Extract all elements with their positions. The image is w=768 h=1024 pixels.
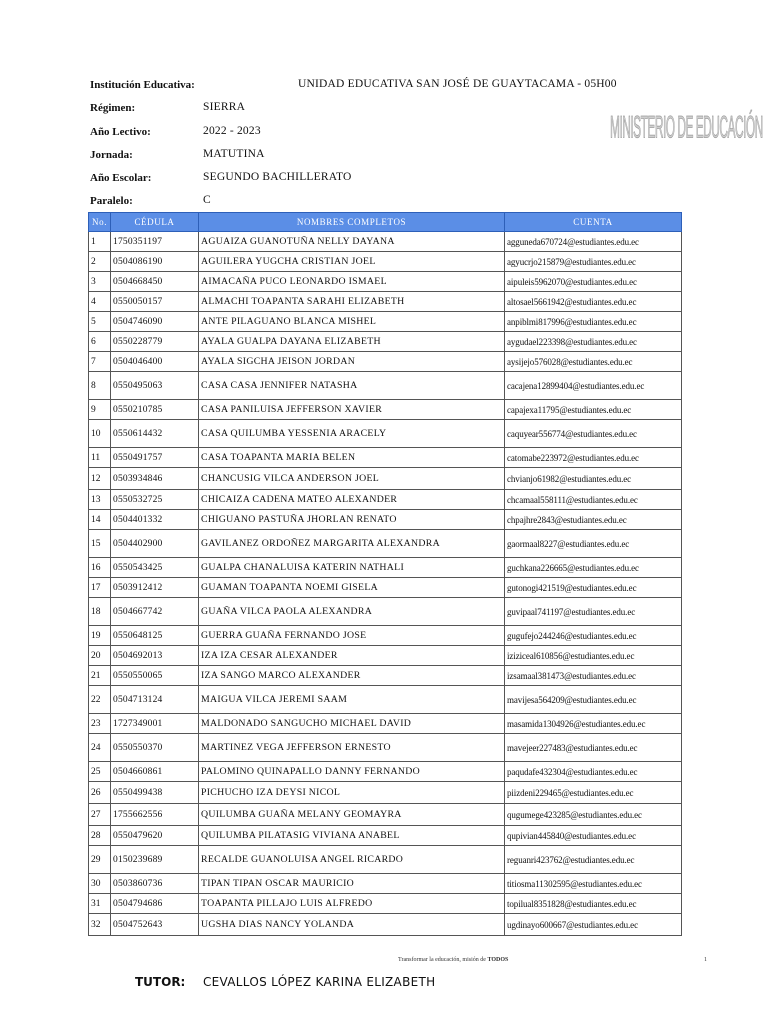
cell-no: 18: [89, 598, 111, 626]
cell-cedula: 0504046400: [111, 352, 199, 372]
cell-cuenta: masamida1304926@estudiantes.edu.ec: [505, 714, 682, 734]
cell-no: 27: [89, 804, 111, 826]
cell-no: 9: [89, 400, 111, 420]
cell-no: 15: [89, 530, 111, 558]
cell-cedula: 0504667742: [111, 598, 199, 626]
cell-no: 7: [89, 352, 111, 372]
cell-cuenta: guvipaal741197@estudiantes.edu.ec: [505, 598, 682, 626]
table-row: [89, 646, 682, 666]
cell-nombre: GUAÑA VILCA PAOLA ALEXANDRA: [199, 598, 505, 626]
cell-no: 6: [89, 332, 111, 352]
cell-cuenta: ugdinayo600667@estudiantes.edu.ec: [505, 914, 682, 936]
table-row: [89, 372, 682, 400]
institucion-label: Institución Educativa:: [90, 79, 195, 91]
cell-no: 4: [89, 292, 111, 312]
cell-no: 8: [89, 372, 111, 400]
paralelo-label: Paralelo:: [90, 195, 133, 207]
cell-nombre: PICHUCHO IZA DEYSI NICOL: [199, 782, 505, 804]
col-header-nombres: NOMBRES COMPLETOS: [199, 213, 505, 232]
cell-no: 10: [89, 420, 111, 448]
cell-no: 2: [89, 252, 111, 272]
cell-cuenta: altosael5661942@estudiantes.edu.ec: [505, 292, 682, 312]
cell-no: 11: [89, 448, 111, 468]
table-header-row: [89, 213, 682, 232]
cell-cuenta: iziziceal610856@estudiantes.edu.ec: [505, 646, 682, 666]
cell-cedula: 0503912412: [111, 578, 199, 598]
svg-text:MINISTERIO DE EDUCACIÓN: MINISTERIO DE EDUCACIÓN: [610, 109, 763, 145]
cell-cedula: 0550479620: [111, 826, 199, 846]
cell-cedula: 0550228779: [111, 332, 199, 352]
table-row: [89, 312, 682, 332]
cell-cedula: 0550550370: [111, 734, 199, 762]
cell-nombre: GUALPA CHANALUISA KATERIN NATHALI: [199, 558, 505, 578]
table-row: [89, 448, 682, 468]
cell-cuenta: aipuleis5962070@estudiantes.edu.ec: [505, 272, 682, 292]
anio-escolar-value: SEGUNDO BACHILLERATO: [203, 171, 352, 183]
table-row: [89, 598, 682, 626]
cell-nombre: MARTINEZ VEGA JEFFERSON ERNESTO: [199, 734, 505, 762]
cell-cuenta: qupivian445840@estudiantes.edu.ec: [505, 826, 682, 846]
table-row: [89, 400, 682, 420]
cell-cedula: 0504660861: [111, 762, 199, 782]
jornada-value: MATUTINA: [203, 148, 265, 160]
cell-no: 3: [89, 272, 111, 292]
cell-cuenta: paqudafe432304@estudiantes.edu.ec: [505, 762, 682, 782]
table-row: [89, 510, 682, 530]
table-row: [89, 894, 682, 914]
cell-no: 20: [89, 646, 111, 666]
regimen-label: Régimen:: [90, 102, 136, 114]
cell-nombre: IZA IZA CESAR ALEXANDER: [199, 646, 505, 666]
cell-cuenta: chpajhre2843@estudiantes.edu.ec: [505, 510, 682, 530]
cell-cedula: 0550614432: [111, 420, 199, 448]
cell-cuenta: caquyear556774@estudiantes.edu.ec: [505, 420, 682, 448]
cell-cedula: 0504401332: [111, 510, 199, 530]
cell-cedula: 0504668450: [111, 272, 199, 292]
cell-cedula: 0550550065: [111, 666, 199, 686]
students-table: [88, 212, 682, 936]
cell-cuenta: qugumege423285@estudiantes.edu.ec: [505, 804, 682, 826]
cell-cedula: 1755662556: [111, 804, 199, 826]
cell-no: 16: [89, 558, 111, 578]
cell-no: 13: [89, 490, 111, 510]
cell-cedula: 1750351197: [111, 232, 199, 252]
cell-no: 22: [89, 686, 111, 714]
table-row: [89, 558, 682, 578]
table-row: [89, 578, 682, 598]
table-row: [89, 826, 682, 846]
table-row: [89, 352, 682, 372]
cell-nombre: CHIGUANO PASTUÑA JHORLAN RENATO: [199, 510, 505, 530]
cell-cuenta: aygudael223398@estudiantes.edu.ec: [505, 332, 682, 352]
cell-cedula: 0550543425: [111, 558, 199, 578]
cell-nombre: AGUILERA YUGCHA CRISTIAN JOEL: [199, 252, 505, 272]
cell-cedula: 0504746090: [111, 312, 199, 332]
table-row: [89, 782, 682, 804]
cell-cedula: 0504713124: [111, 686, 199, 714]
table-row: [89, 332, 682, 352]
institucion-value: UNIDAD EDUCATIVA SAN JOSÉ DE GUAYTACAMA - 05H00: [298, 78, 617, 90]
cell-cedula: 0550495063: [111, 372, 199, 400]
cell-no: 17: [89, 578, 111, 598]
cell-no: 24: [89, 734, 111, 762]
cell-nombre: UGSHA DIAS NANCY YOLANDA: [199, 914, 505, 936]
table-row: [89, 626, 682, 646]
col-header-cuenta: CUENTA: [505, 213, 682, 232]
cell-nombre: AYALA SIGCHA JEISON JORDAN: [199, 352, 505, 372]
cell-cedula: 0550532725: [111, 490, 199, 510]
cell-cedula: 0504794686: [111, 894, 199, 914]
footer-note-text: Transformar la educación, misión de: [398, 957, 486, 963]
cell-no: 14: [89, 510, 111, 530]
table-row: [89, 490, 682, 510]
cell-cuenta: topilual8351828@estudiantes.edu.ec: [505, 894, 682, 914]
cell-no: 26: [89, 782, 111, 804]
cell-cedula: 0504402900: [111, 530, 199, 558]
cell-nombre: AIMACAÑA PUCO LEONARDO ISMAEL: [199, 272, 505, 292]
cell-no: 19: [89, 626, 111, 646]
cell-cuenta: izsamaal381473@estudiantes.edu.ec: [505, 666, 682, 686]
regimen-value: SIERRA: [203, 101, 246, 113]
col-header-cedula: CÉDULA: [111, 213, 199, 232]
cell-no: 5: [89, 312, 111, 332]
cell-nombre: CHANCUSIG VILCA ANDERSON JOEL: [199, 468, 505, 490]
table-row: [89, 762, 682, 782]
cell-nombre: GUERRA GUAÑA FERNANDO JOSE: [199, 626, 505, 646]
cell-cuenta: anpiblmi817996@estudiantes.edu.ec: [505, 312, 682, 332]
cell-nombre: IZA SANGO MARCO ALEXANDER: [199, 666, 505, 686]
table-row: [89, 232, 682, 252]
cell-cuenta: gugufejo244246@estudiantes.edu.ec: [505, 626, 682, 646]
footer-note-bold: TODOS: [487, 957, 509, 963]
paralelo-value: C: [203, 194, 211, 206]
table-row: [89, 914, 682, 936]
cell-cedula: 0550210785: [111, 400, 199, 420]
ministerio-logo: [609, 70, 763, 145]
cell-cuenta: agguneda670724@estudiantes.edu.ec: [505, 232, 682, 252]
page-number: 1: [704, 957, 707, 963]
cell-no: 23: [89, 714, 111, 734]
cell-cedula: 0150239689: [111, 846, 199, 874]
cell-nombre: GAVILANEZ ORDOÑEZ MARGARITA ALEXANDRA: [199, 530, 505, 558]
cell-cedula: 0503860736: [111, 874, 199, 894]
cell-cuenta: chvianjo61982@estudiantes.edu.ec: [505, 468, 682, 490]
table-row: [89, 252, 682, 272]
table-row: [89, 420, 682, 448]
cell-cuenta: agyucrjo215879@estudiantes.edu.ec: [505, 252, 682, 272]
table-row: [89, 734, 682, 762]
cell-cuenta: cacajena12899404@estudiantes.edu.ec: [505, 372, 682, 400]
cell-nombre: CHICAIZA CADENA MATEO ALEXANDER: [199, 490, 505, 510]
cell-nombre: AGUAIZA GUANOTUÑA NELLY DAYANA: [199, 232, 505, 252]
cell-no: 32: [89, 914, 111, 936]
cell-nombre: CASA QUILUMBA YESSENIA ARACELY: [199, 420, 505, 448]
cell-nombre: AYALA GUALPA DAYANA ELIZABETH: [199, 332, 505, 352]
cell-nombre: CASA TOAPANTA MARIA BELEN: [199, 448, 505, 468]
cell-cuenta: gaormaal8227@estudiantes.edu.ec: [505, 530, 682, 558]
table-row: [89, 714, 682, 734]
cell-nombre: MAIGUA VILCA JEREMI SAAM: [199, 686, 505, 714]
cell-cuenta: titiosma11302595@estudiantes.edu.ec: [505, 874, 682, 894]
table-row: [89, 804, 682, 826]
cell-no: 30: [89, 874, 111, 894]
cell-cuenta: reguanri423762@estudiantes.edu.ec: [505, 846, 682, 874]
table-row: [89, 686, 682, 714]
cell-cuenta: mavejeer227483@estudiantes.edu.ec: [505, 734, 682, 762]
cell-nombre: QUILUMBA PILATASIG VIVIANA ANABEL: [199, 826, 505, 846]
footer-note: [398, 957, 508, 963]
cell-cedula: 0504752643: [111, 914, 199, 936]
cell-nombre: MALDONADO SANGUCHO MICHAEL DAVID: [199, 714, 505, 734]
cell-cedula: 0550050157: [111, 292, 199, 312]
cell-nombre: PALOMINO QUINAPALLO DANNY FERNANDO: [199, 762, 505, 782]
cell-cuenta: aysijejo576028@estudiantes.edu.ec: [505, 352, 682, 372]
cell-nombre: RECALDE GUANOLUISA ANGEL RICARDO: [199, 846, 505, 874]
cell-nombre: ALMACHI TOAPANTA SARAHI ELIZABETH: [199, 292, 505, 312]
jornada-label: Jornada:: [90, 149, 133, 161]
cell-cedula: 0550648125: [111, 626, 199, 646]
table-row: [89, 468, 682, 490]
cell-cedula: 0550499438: [111, 782, 199, 804]
table-row: [89, 846, 682, 874]
anio-escolar-label: Año Escolar:: [90, 172, 152, 184]
cell-nombre: CASA CASA JENNIFER NATASHA: [199, 372, 505, 400]
tutor-label: TUTOR:: [135, 975, 186, 989]
cell-cuenta: mavijesa564209@estudiantes.edu.ec: [505, 686, 682, 714]
cell-nombre: GUAMAN TOAPANTA NOEMI GISELA: [199, 578, 505, 598]
cell-nombre: TOAPANTA PILLAJO LUIS ALFREDO: [199, 894, 505, 914]
cell-cuenta: chcamaal558111@estudiantes.edu.ec: [505, 490, 682, 510]
cell-nombre: QUILUMBA GUAÑA MELANY GEOMAYRA: [199, 804, 505, 826]
cell-cedula: 0504692013: [111, 646, 199, 666]
cell-cedula: 1727349001: [111, 714, 199, 734]
table-row: [89, 666, 682, 686]
cell-cuenta: capajexa11795@estudiantes.edu.ec: [505, 400, 682, 420]
table-row: [89, 292, 682, 312]
cell-cuenta: catomabe223972@estudiantes.edu.ec: [505, 448, 682, 468]
cell-no: 21: [89, 666, 111, 686]
table-row: [89, 874, 682, 894]
cell-nombre: TIPAN TIPAN OSCAR MAURICIO: [199, 874, 505, 894]
cell-no: 1: [89, 232, 111, 252]
cell-cuenta: gutonogi421519@estudiantes.edu.ec: [505, 578, 682, 598]
table-row: [89, 272, 682, 292]
cell-no: 28: [89, 826, 111, 846]
cell-nombre: CASA PANILUISA JEFFERSON XAVIER: [199, 400, 505, 420]
cell-cuenta: piizdeni229465@estudiantes.edu.ec: [505, 782, 682, 804]
cell-cedula: 0503934846: [111, 468, 199, 490]
cell-cedula: 0550491757: [111, 448, 199, 468]
cell-cedula: 0504086190: [111, 252, 199, 272]
anio-lectivo-value: 2022 - 2023: [203, 125, 261, 137]
cell-no: 31: [89, 894, 111, 914]
cell-no: 29: [89, 846, 111, 874]
anio-lectivo-label: Año Lectivo:: [90, 126, 151, 138]
cell-no: 25: [89, 762, 111, 782]
cell-cuenta: guchkana226665@estudiantes.edu.ec: [505, 558, 682, 578]
table-row: [89, 530, 682, 558]
cell-no: 12: [89, 468, 111, 490]
col-header-no: No.: [89, 213, 111, 232]
tutor-value: CEVALLOS LÓPEZ KARINA ELIZABETH: [203, 975, 436, 989]
cell-nombre: ANTE PILAGUANO BLANCA MISHEL: [199, 312, 505, 332]
